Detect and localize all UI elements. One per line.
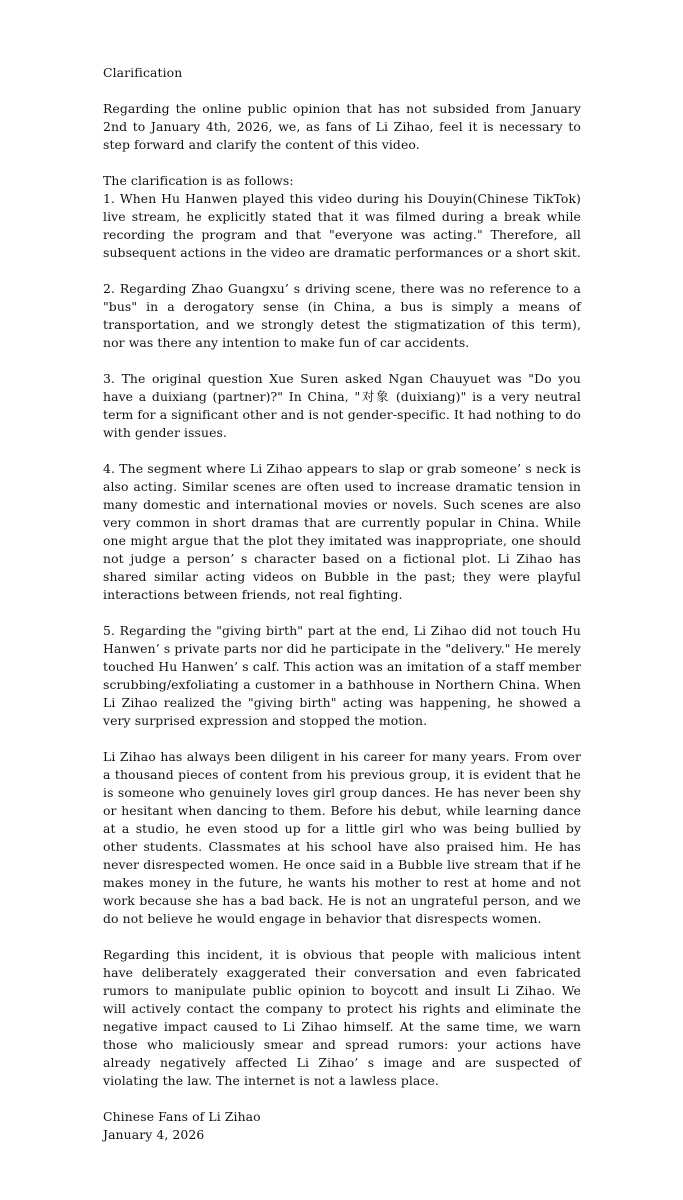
signature-date: January 4, 2026 [103, 1127, 205, 1142]
document-title: Clarification [103, 65, 183, 80]
signature: Chinese Fans of Li Zihao [103, 1109, 261, 1124]
point-5: 5. Regarding the "giving birth" part at the end, Li Zihao did not touch Hu Hanwen’ s private parts nor did he participate in the "delivery." He merely touched Hu Hanwen’ s calf. This action was an imitation of a staff member scrubbing/exfoliating a customer in a bathhouse in Northern China. When Li Zihao realized the "giving birth" acting was happening, he showed a very surprised expression and stopped the motion. [103, 623, 581, 728]
point-4: 4. The segment where Li Zihao appears to slap or grab someone’ s neck is also acting. Similar scenes are often used to increase dramatic tension in many domestic and international movies or novels. Such scenes are also very common in short dramas that are currently popular in China. While one might argue that the plot they imitated was inappropriate, one should not judge a person’ s character based on a fictional plot. Li Zihao has shared similar acting videos on Bubble in the past; they were playful interactions between friends, not real fighting. [103, 461, 581, 602]
closing-paragraph: Regarding this incident, it is obvious that people with malicious intent have deliberately exaggerated their conversation and even fabricated rumors to manipulate public opinion to boycott and insult Li Zihao. We will actively contact the company to protect his rights and eliminate the negative impact caused to Li Zihao himself. At the same time, we warn those who maliciously smear and spread rumors: your actions have already negatively affected Li Zihao’ s image and are suspected of violating the law. The internet is not a lawless place. [103, 947, 581, 1088]
intro-paragraph: Regarding the online public opinion that has not subsided from January 2nd to January 4th, 2026, we, as fans of Li Zihao, feel it is necessary to step forward and clarify the content of this video. [103, 101, 581, 152]
point-3: 3. The original question Xue Suren asked Ngan Chauyuet was "Do you have a duixiang (partner)?" In China, "对象 (duixiang)" is a very neutral term for a significant other and is not gender-specific. It had nothing to do with gender issues. [103, 371, 581, 440]
point-1: 1. When Hu Hanwen played this video during his Douyin(Chinese TikTok) live stream, he explicitly stated that it was filmed during a break while recording the program and that "everyone was acting." Therefore, all subsequent actions in the video are dramatic performances or a short skit. [103, 191, 581, 260]
point-2: 2. Regarding Zhao Guangxu’ s driving scene, there was no reference to a "bus" in a derogatory sense (in China, a bus is simply a means of transportation, and we strongly detest the stigmatization of this term), nor was there any intention to make fun of car accidents. [103, 281, 581, 350]
clarification-heading: The clarification is as follows: [103, 173, 294, 188]
document [103, 64, 581, 1144]
character-paragraph: Li Zihao has always been diligent in his career for many years. From over a thousand pieces of content from his previous group, it is evident that he is someone who genuinely loves girl group dances. He has never been shy or hesitant when dancing to them. Before his debut, while learning dance at a studio, he even stood up for a little girl who was being bullied by other students. Classmates at his school have also praised him. He has never disrespected women. He once said in a Bubble live stream that if he makes money in the future, he wants his mother to rest at home and not work because she has a bad back. He is not an ungrateful person, and we do not believe he would engage in behavior that disrespects women. [103, 749, 581, 926]
